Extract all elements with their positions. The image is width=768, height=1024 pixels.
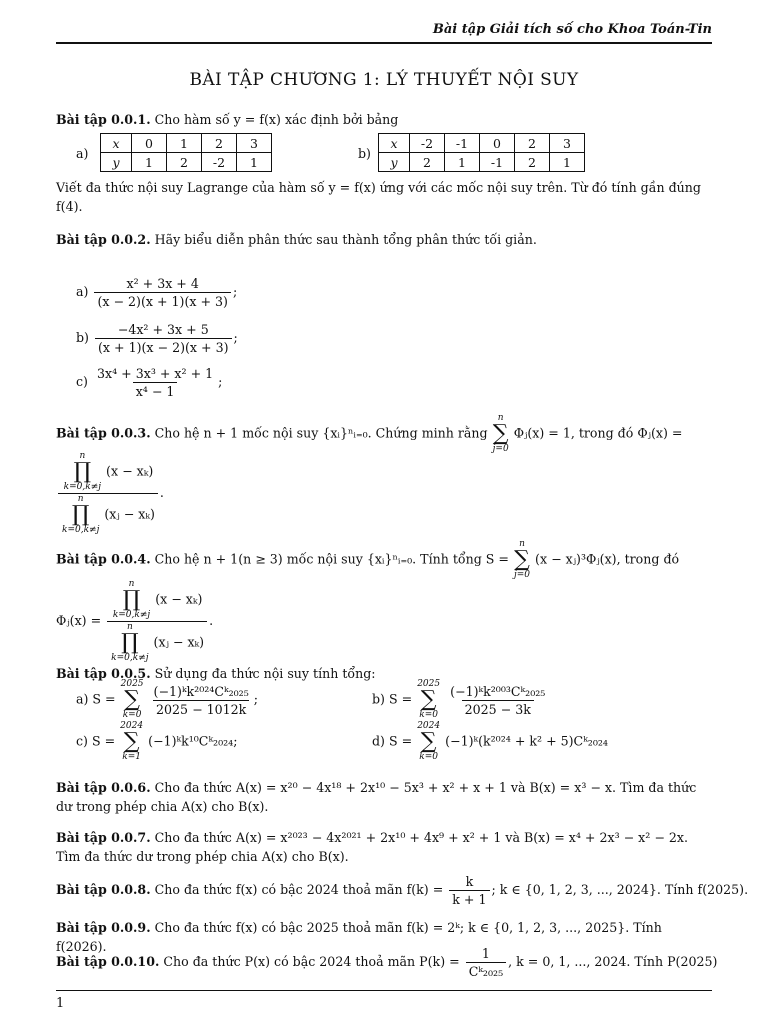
phi-label: Φⱼ(x) = (56, 613, 102, 628)
table-cell: -2 (202, 153, 237, 172)
prod-lower-limit: k=0,k≠j (111, 653, 149, 663)
sum-upper-limit: 2025 (120, 679, 144, 689)
item-tail: ; (253, 691, 259, 707)
item-tag: b) (76, 330, 89, 345)
sum-upper-limit: 2025 (417, 679, 441, 689)
denominator: Cᵏ₂₀₂₅ (466, 962, 506, 979)
exercise-intro: Cho hàm số y = f(x) xác định bởi bảng (154, 112, 399, 127)
exercise-10 (56, 946, 717, 979)
prod-upper-limit: n (128, 579, 135, 589)
running-header: Bài tập Giải tích số cho Khoa Toán-Tin (432, 22, 712, 37)
exercise-text: Cho đa thức A(x) = x²⁰ − 4x¹⁸ + 2x¹⁰ − 5x³ + x² + x + 1 và B(x) = x³ − x. Tìm đa thức dư trong phép chia A(x) cho B(x). (56, 780, 697, 814)
footer-rule (56, 990, 712, 991)
table-cell: -1 (480, 153, 515, 172)
exercise-text: Cho đa thức P(x) có bậc 2024 thoả mãn P(k) = (163, 954, 460, 969)
table-cell: 2 (202, 134, 237, 153)
denominator-text: (xⱼ − xₖ) (104, 506, 155, 522)
item-tag: c) (76, 374, 88, 389)
product-symbol: n ∏ k=0,k≠j (62, 494, 100, 535)
exercise-text: Cho đa thức A(x) = x²⁰²³ − 4x²⁰²¹ + 2x¹⁰ + 4x⁹ + x² + 1 và B(x) = x⁴ + 2x³ − x² − 2x. Tìm đa thức dư trong phép chia A(x) cho B(x). (56, 830, 689, 864)
prod-lower-limit: k=0,k≠j (63, 482, 102, 492)
numerator-text: (x − xₖ) (106, 463, 154, 479)
table-y-label: y (379, 153, 410, 172)
fraction (449, 874, 489, 907)
fraction (94, 276, 231, 309)
exercise-intro: Sử dụng đa thức nội suy tính tổng: (154, 666, 376, 681)
item-tail: ; (233, 330, 238, 345)
item-tail: ; (232, 284, 238, 299)
item-tag: d) S = (372, 733, 413, 749)
sum-upper-limit: n (519, 539, 525, 549)
sum-lower-limit: k=0 (419, 710, 438, 720)
table-cell: -2 (410, 134, 445, 153)
exercise-7 (56, 828, 716, 866)
sum-lower-limit: k=1 (122, 752, 141, 762)
exercise-label: Bài tập 0.0.6. (56, 780, 151, 795)
table-cell: 1 (550, 153, 585, 172)
prod-lower-limit: k=0,k≠j (62, 525, 100, 535)
exercise-4 (56, 540, 679, 580)
table-cell: 1 (445, 153, 480, 172)
sum-item-d (372, 722, 608, 762)
product-symbol: n ∏ k=0,k≠j (111, 622, 149, 663)
numerator: x² + 3x + 4 (126, 276, 199, 291)
exercise-6 (56, 778, 716, 816)
chapter-title: BÀI TẬP CHƯƠNG 1: LÝ THUYẾT NỘI SUY (189, 70, 579, 90)
sum-item-b (372, 680, 550, 720)
denominator: 2025 − 1012k (153, 700, 249, 717)
fraction (107, 580, 207, 663)
denominator: 2025 − 3k (462, 700, 534, 717)
sum-symbol: 2024 ∑ k=0 (417, 721, 441, 762)
prod-lower-limit: k=0,k≠j (112, 610, 151, 620)
fraction (466, 946, 506, 979)
exercise-1-text: Viết đa thức nội suy Lagrange của hàm số y = f(x) ứng với các mốc nội suy trên. Từ đó tính gần đúng f(4). (56, 180, 701, 214)
exercise-text: ; k ∈ {0, 1, 2, 3, ..., 2024}. Tính f(2025). (491, 882, 749, 897)
table-cell: 2 (515, 153, 550, 172)
sum-symbol: 2025 ∑ k=0 (120, 679, 144, 720)
table-x-label: x (379, 134, 410, 153)
exercise-text: Cho hệ n + 1 mốc nội suy {xᵢ}ⁿᵢ₌₀. Chứng minh rằng (154, 425, 488, 441)
table-cell: 1 (237, 153, 272, 172)
item-tail: ; (218, 374, 223, 389)
sum-upper-limit: n (497, 413, 504, 423)
prod-upper-limit: n (126, 622, 133, 632)
sum-upper-limit: 2024 (120, 721, 144, 731)
table-cell: 2 (410, 153, 445, 172)
numerator: (−1)ᵏk²⁰²⁴Cᵏ₂₀₂₅ (153, 683, 249, 699)
item-tag: c) S = (76, 733, 116, 749)
numerator: 1 (481, 946, 490, 961)
sum-symbol: n ∑ j=0 (513, 539, 531, 580)
exercise-8 (56, 874, 748, 907)
exercise-3 (56, 414, 682, 454)
sum-lower-limit: j=0 (513, 570, 531, 580)
table-y-label: y (101, 153, 132, 172)
numerator-text: (x − xₖ) (155, 591, 203, 607)
exercise-text: Φⱼ(x) = 1, trong đó Φⱼ(x) = (513, 425, 683, 441)
exercise-1 (56, 110, 716, 129)
numerator: −4x² + 3x + 5 (117, 322, 209, 337)
sum-body: (−1)ᵏ(k²⁰²⁴ + k² + 5)Cᵏ₂₀₂₄ (445, 733, 608, 749)
table-cell: 2 (167, 153, 202, 172)
prod-upper-limit: n (79, 451, 86, 461)
table-cell: 3 (237, 134, 272, 153)
table-b-tag: b) (358, 146, 371, 161)
denominator: x⁴ − 1 (133, 382, 178, 399)
exercise-label: Bài tập 0.0.5. (56, 666, 151, 681)
exercise-text: , k = 0, 1, ..., 2024. Tính P(2025) (508, 954, 718, 969)
table-cell: 3 (550, 134, 585, 153)
sum-symbol: n ∑ j=0 (492, 413, 509, 454)
numerator (109, 580, 206, 621)
exercise-text: Cho hệ n + 1(n ≥ 3) mốc nội suy {xᵢ}ⁿᵢ₌₀. Tính tổng S = (154, 551, 509, 567)
product-symbol: n ∏ k=0,k≠j (63, 451, 102, 492)
table-cell: -1 (445, 134, 480, 153)
exercise-text: Cho đa thức f(x) có bậc 2025 thoả mãn f(k) = 2ᵏ; k ∈ {0, 1, 2, 3, ..., 2025}. Tính f(2026). (56, 920, 662, 954)
sum-symbol: 2025 ∑ k=0 (417, 679, 441, 720)
exercise-label: Bài tập 0.0.2. (56, 232, 151, 247)
table-cell: 2 (515, 134, 550, 153)
prod-upper-limit: n (77, 494, 84, 504)
exercise-text: Cho đa thức f(x) có bậc 2024 thoả mãn f(k) = (154, 882, 444, 897)
interpolation-table-b (378, 133, 585, 172)
exercise-label: Bài tập 0.0.10. (56, 954, 160, 969)
fraction-item-c (76, 366, 222, 399)
table-cell: 1 (132, 153, 167, 172)
item-tag: a) (76, 284, 89, 299)
table-cell: 0 (480, 134, 515, 153)
exercise-label: Bài tập 0.0.3. (56, 425, 151, 441)
sum-lower-limit: j=0 (492, 444, 509, 454)
exercise-label: Bài tập 0.0.4. (56, 551, 151, 567)
exercise-label: Bài tập 0.0.7. (56, 830, 151, 845)
fraction (94, 366, 216, 399)
basis-fraction: n ∏ k=0,k≠j (x − xₖ) n ∏ k=0,k≠j (xⱼ − xₖ) . (56, 452, 164, 535)
denominator (58, 493, 158, 535)
fraction (95, 322, 232, 355)
exercise-label: Bài tập 0.0.8. (56, 882, 151, 897)
exercise-intro: Hãy biểu diễn phân thức sau thành tổng phân thức tối giản. (154, 232, 537, 247)
numerator: 3x⁴ + 3x³ + x² + 1 (96, 366, 214, 381)
header-rule (56, 42, 712, 44)
table-cell: 1 (167, 134, 202, 153)
denominator: k + 1 (449, 890, 489, 907)
page-number: 1 (56, 996, 65, 1011)
denominator-text: (xⱼ − xₖ) (153, 634, 205, 650)
fraction (58, 452, 158, 535)
table-cell: 0 (132, 134, 167, 153)
exercise-text: (x − xⱼ)³Φⱼ(x), trong đó (535, 551, 680, 567)
item-tag: a) S = (76, 691, 116, 707)
fraction-item-a (76, 276, 237, 309)
product-symbol: n ∏ k=0,k≠j (112, 579, 151, 620)
exercise-label: Bài tập 0.0.1. (56, 112, 151, 127)
denominator (107, 621, 207, 663)
sum-lower-limit: k=0 (419, 752, 438, 762)
sum-upper-limit: 2024 (417, 721, 441, 731)
sum-lower-limit: k=0 (122, 710, 142, 720)
denominator: (x − 2)(x + 1)(x + 3) (94, 292, 231, 309)
fraction (151, 684, 252, 717)
table-x-label: x (101, 134, 132, 153)
fraction (447, 684, 548, 717)
denominator: (x + 1)(x − 2)(x + 3) (95, 338, 232, 355)
basis-fraction: Φⱼ(x) = n ∏ k=0,k≠j (x − xₖ) n ∏ k=0,k≠j (xⱼ − xₖ) . (56, 579, 214, 663)
numerator: k (465, 874, 474, 889)
numerator: (−1)ᵏk²⁰⁰³Cᵏ₂₀₂₅ (450, 683, 546, 699)
sum-item-c (76, 722, 237, 762)
table-a-tag: a) (76, 146, 89, 161)
exercise-label: Bài tập 0.0.9. (56, 920, 151, 935)
numerator (60, 452, 157, 493)
fraction-item-b (76, 322, 238, 355)
interpolation-table-a (100, 133, 272, 172)
exercise-2 (56, 230, 716, 249)
sum-body: (−1)ᵏk¹⁰Cᵏ₂₀₂₄; (148, 733, 238, 749)
sum-item-a (76, 680, 258, 720)
item-tag: b) S = (372, 691, 413, 707)
sum-symbol: 2024 ∑ k=1 (120, 721, 144, 762)
